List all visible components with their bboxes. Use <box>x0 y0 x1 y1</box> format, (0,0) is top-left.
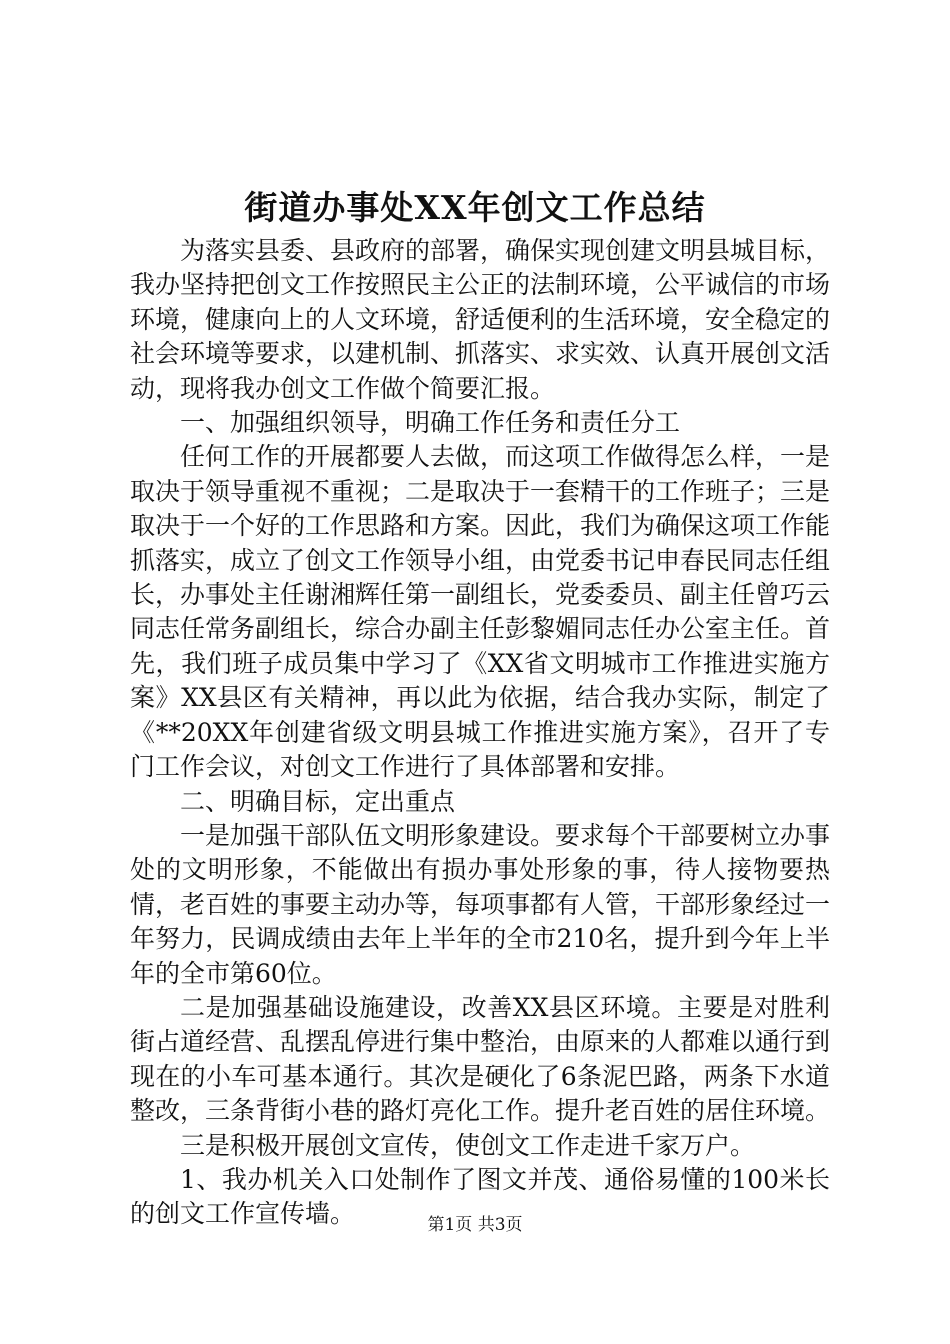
paragraph: 为落实县委、县政府的部署，确保实现创建文明县城目标，我办坚持把创文工作按照民主公正的法制环境，公平诚信的市场环境，健康向上的人文环境，舒适便利的生活环境，安全稳定的社会环境等要求，以建机制、抓落实、求实效、认真开展创文活动，现将我办创文工作做个简要汇报。 <box>130 236 831 403</box>
paragraph: 三是积极开展创文宣传，使创文工作走进千家万户。 <box>180 1130 756 1160</box>
paragraph: 二是加强基础设施建设，改善XX县区环境。主要是对胜利街占道经营、乱摆乱停进行集中整治，由原来的人都难以通行到现在的小车可基本通行。其次是硬化了6条泥巴路，两条下水道整改，三条背街小巷的路灯亮化工作。提升老百姓的居住环境。 <box>130 992 831 1126</box>
paragraph: 一是加强干部队伍文明形象建设。要求每个干部要树立办事处的文明形象，不能做出有损办事处形象的事，待人接物要热情，老百姓的事要主动办等，每项事都有人管，干部形象经过一年努力，民调成绩由去年上半年的全市210名，提升到今年上半年的全市第60位。 <box>130 820 831 988</box>
section-heading: 一、加强组织领导，明确工作任务和责任分工 <box>180 408 681 438</box>
section-heading: 二、明确目标，定出重点 <box>180 786 456 816</box>
document-title: 街道办事处XX年创文工作总结 <box>244 188 706 227</box>
page-footer: 第1页 共3页 <box>427 1215 523 1235</box>
paragraph: 任何工作的开展都要人去做，而这项工作做得怎么样，一是取决于领导重视不重视；二是取决于一套精干的工作班子；三是取决于一个好的工作思路和方案。因此，我们为确保这项工作能抓落实，成立了创文工作领导小组，由党委书记申春民同志任组长，办事处主任谢湘辉任第一副组长，党委委员、副主任曾巧云同志任常务副组长，综合办副主任彭黎媚同志任办公室主任。首先，我们班子成员集中学习了《XX省文明城市工作推进实施方案》XX县区有关精神，再以此为依据，结合我办实际，制定了《**20XX年创建省级文明县城工作推进实施方案》，召开了专门工作会议，对创文工作进行了具体部署和安排。 <box>130 442 831 782</box>
document-body <box>130 234 830 1232</box>
paragraph: 1、我办机关入口处制作了图文并茂、通俗易懂的100米长的创文工作宣传墙。 <box>130 1164 830 1229</box>
